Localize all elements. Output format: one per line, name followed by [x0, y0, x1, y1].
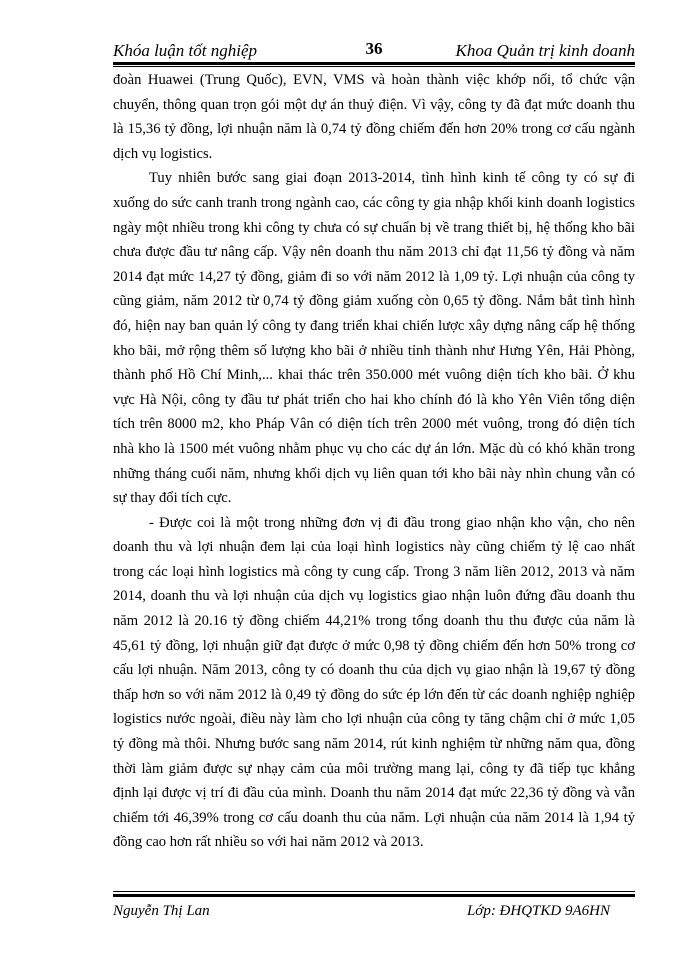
body-text — [113, 68, 635, 855]
header-thesis-title: Khóa luận tốt nghiệp — [113, 41, 258, 60]
header-faculty: Khoa Quản trị kinh doanh — [455, 41, 635, 60]
header-rule-thin — [113, 66, 635, 67]
paragraph: - Được coi là một trong những đơn vị đi đầu trong giao nhận kho vận, cho nên doanh thu và lợi nhuận đem lại của loại hình logistics này cũng chiếm tỷ lệ cao nhất trong các loại hình logistics mà công ty cung cấp. Trong 3 năm liền 2012, 2013 và năm 2014, doanh thu và lợi nhuận của dịch vụ logistics giao nhận luôn đứng đầu doanh thu năm 2012 là 20.16 tỷ đồng chiếm 44,21% trong tổng doanh thu thu được của năm là 45,61 tỷ đồng, lợi nhuận giữ đạt được ở mức 0,98 tỷ đồng chiếm đến hơn 50% trong cơ cấu lợi nhuận. Năm 2013, công ty có doanh thu của dịch vụ giao nhận là 19,67 tỷ đồng thấp hơn so với năm 2012 là 0,49 tỷ đồng do sức ép lớn đến từ các doanh nghiệp nghiệp logistics nước ngoài, điều này làm cho lợi nhuận của công ty tăng chậm chỉ ở mức 1,05 tỷ đồng mà thôi. Nhưng bước sang năm 2014, rút kinh nghiệm từ những năm qua, đồng thời làm giảm được sự nhạy cảm của môi trường mang lại, công ty đã tiếp tục khẳng định lại được vị trí đi đầu của mình. Doanh thu năm 2014 đạt mức 22,36 tỷ đồng và vẫn chiếm tới 46,39% trong cơ cấu doanh thu của năm. Lợi nhuận của năm 2014 là 1,94 tỷ đồng cao hơn rất nhiều so với hai năm 2012 và 2013. — [113, 514, 635, 851]
paragraph: Tuy nhiên bước sang giai đoạn 2013-2014, tình hình kinh tế công ty có sự đi xuống do sức canh tranh trong ngành cao, các công ty gia nhập khối kinh doanh logistics ngày một nhiều trong khi công ty chưa có sự chuẩn bị về trang thiết bị, hệ thống kho bãi chưa được đầu tư nâng cấp. Vậy nên doanh thu năm 2013 chỉ đạt 11,56 tỷ đồng và năm 2014 đạt mức 14,27 tỷ đồng, giảm đi so với năm 2012 là 1,09 tỷ. Lợi nhuận của công ty cũng giảm, năm 2012 từ 0,74 tỷ đồng giảm xuống còn 0,65 tỷ đồng. Nắm bắt tình hình đó, hiện nay ban quản lý công ty đang triển khai chiến lược xây dựng nâng cấp hệ thống kho bãi, mở rộng thêm số lượng kho bãi ở nhiều tỉnh thành như Hưng Yên, Hải Phòng, thành phố Hồ Chí Minh,... khai thác trên 350.000 mét vuông diện tích kho bãi. Ở khu vực Hà Nội, công ty đầu tư phát triển cho hai kho chính đó là kho Yên Viên tổng diện tích trên 8000 m2, kho Pháp Vân có diện tích trên 2000 mét vuông, trong đó diện tích nhà kho là 1500 mét vuông nhằm phục vụ cho các dự án lớn. Mặc dù có khó khăn trong những tháng cuối năm, nhưng khối dịch vụ liên quan tới kho bãi này nhìn chung vẫn có sự thay đổi tích cực. — [113, 170, 635, 507]
footer-rule — [113, 894, 635, 897]
footer-author: Nguyễn Thị Lan — [113, 903, 210, 919]
header-rule — [113, 62, 635, 65]
page-number: 36 — [365, 39, 383, 58]
page-header — [113, 37, 635, 61]
footer-class: Lớp: ĐHQTKD 9A6HN — [466, 903, 610, 919]
footer-rule-thin — [113, 891, 635, 892]
paragraph: đoàn Huawei (Trung Quốc), EVN, VMS và hoàn thành việc khớp nối, tổ chức vận chuyển, thông quan trọn gói một dự án thuỷ điện. Vì vậy, công ty đã đạt mức doanh thu là 15,36 tỷ đồng, lợi nhuận năm là 0,74 tỷ đồng chiếm đến hơn 20% trong cơ cấu ngành dịch vụ logistics. — [113, 72, 635, 162]
